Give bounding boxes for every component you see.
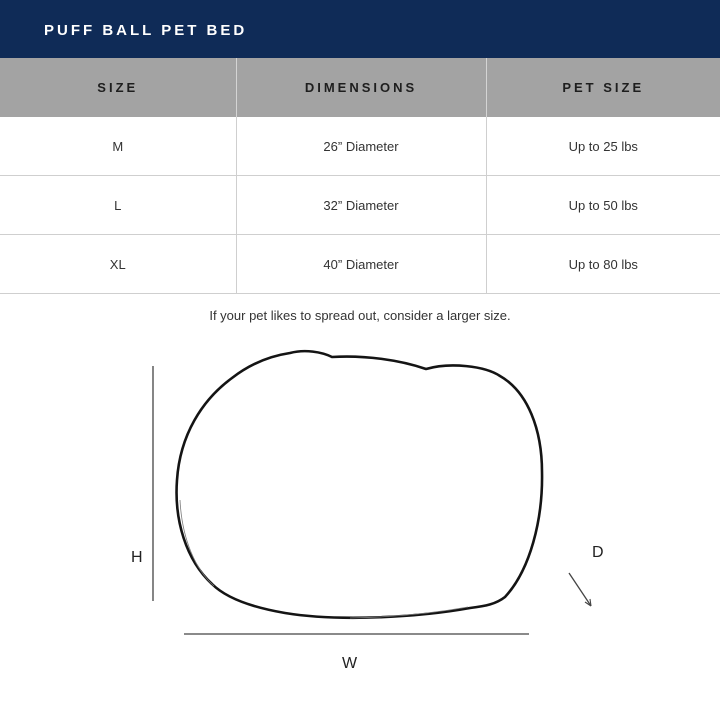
pet-size-cell: Up to 50 lbs	[486, 176, 720, 235]
pet-size-cell: Up to 25 lbs	[486, 117, 720, 176]
dimensions-cell: 40” Diameter	[236, 235, 486, 294]
header-dimensions: DIMENSIONS	[236, 58, 486, 117]
dimensions-cell: 26” Diameter	[236, 117, 486, 176]
size-cell: M	[0, 117, 236, 176]
header-size: SIZE	[0, 58, 236, 117]
depth-line	[569, 573, 591, 606]
width-label: W	[342, 655, 358, 672]
dimensions-cell: 32” Diameter	[236, 176, 486, 235]
height-label: H	[131, 549, 143, 566]
product-title: PUFF BALL PET BED	[44, 22, 248, 39]
size-cell: L	[0, 176, 236, 235]
size-cell: XL	[0, 235, 236, 294]
bed-outline-texture	[180, 500, 468, 618]
header-pet-size: PET SIZE	[486, 58, 720, 117]
sizing-note: If your pet likes to spread out, consider a larger size.	[209, 308, 511, 323]
pet-size-cell: Up to 80 lbs	[486, 235, 720, 294]
bed-outline	[177, 351, 543, 618]
depth-label: D	[592, 544, 604, 561]
